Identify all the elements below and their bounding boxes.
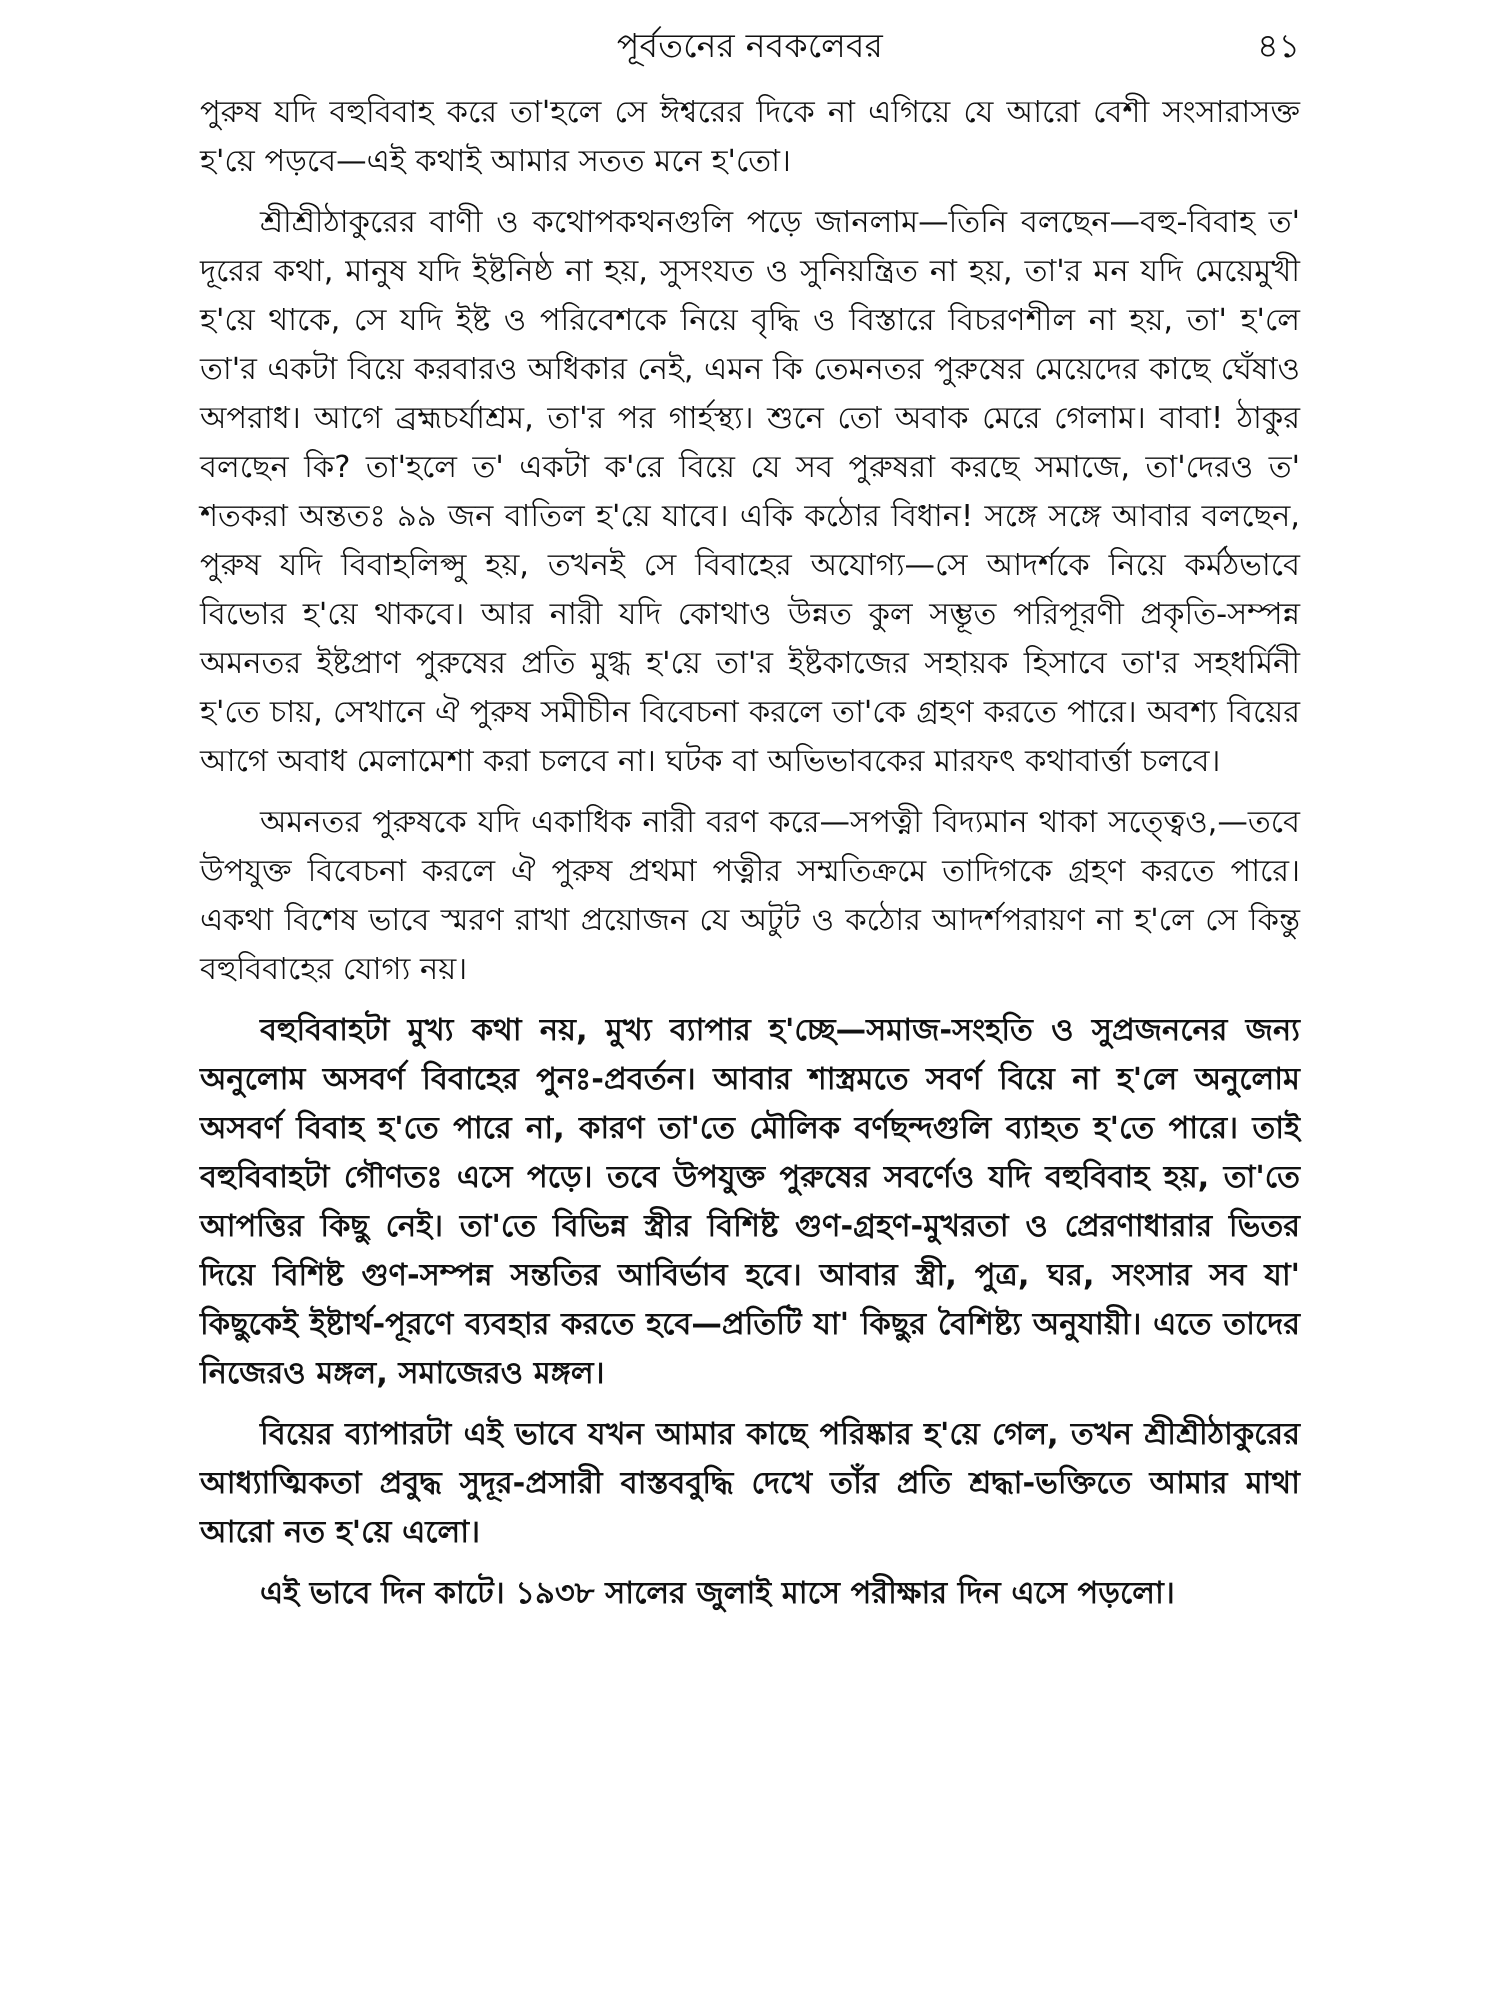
running-title: পূর্বতনের নবকলেবর bbox=[616, 26, 884, 65]
paragraph-5: বিয়ের ব্যাপারটা এই ভাবে যখন আমার কাছে পরিষ্কার হ'য়ে গেল, তখন শ্রীশ্রীঠাকুরের আধ্যাত্মিকতা প্রবুদ্ধ সুদূর-প্রসারী বাস্তববুদ্ধি দেখে তাঁর প্রতি শ্রদ্ধা-ভক্তিতে আমার মাথা আরো নত হ'য়ে এলো। bbox=[200, 1417, 1300, 1550]
paragraph-3: অমনতর পুরুষকে যদি একাধিক নারী বরণ করে—সপত্নী বিদ্যমান থাকা সত্ত্বেও,—তবে উপযুক্ত বিবেচনা করলে ঐ পুরুষ প্রথমা পত্নীর সম্মতিক্রমে তাদিগকে গ্রহণ করতে পারে। একথা বিশেষ ভাবে স্মরণ রাখা প্রয়োজন যে অটুট ও কঠোর আদর্শপরায়ণ না হ'লে সে কিন্তু বহুবিবাহের যোগ্য নয়। bbox=[200, 805, 1300, 987]
body-text bbox=[200, 88, 1300, 1630]
page-number: ৪১ bbox=[1257, 26, 1300, 65]
paragraph-4: বহুবিবাহটা মুখ্য কথা নয়, মুখ্য ব্যাপার হ'চ্ছে—সমাজ-সংহতি ও সুপ্রজননের জন্য অনুলোম অসবর্ণ বিবাহের পুনঃ-প্রবর্তন। আবার শাস্ত্রমতে সবর্ণ বিয়ে না হ'লে অনুলোম অসবর্ণ বিবাহ হ'তে পারে না, কারণ তা'তে মৌলিক বর্ণছন্দগুলি ব্যাহত হ'তে পারে। তাই বহুবিবাহটা গৌণতঃ এসে পড়ে। তবে উপযুক্ত পুরুষের সবর্ণেও যদি বহুবিবাহ হয়, তা'তে আপত্তির কিছু নেই। তা'তে বিভিন্ন স্ত্রীর বিশিষ্ট গুণ-গ্রহণ-মুখরতা ও প্রেরণাধারার ভিতর দিয়ে বিশিষ্ট গুণ-সম্পন্ন সন্ততির আবির্ভাব হবে। আবার স্ত্রী, পুত্র, ঘর, সংসার সব যা' কিছুকেই ইষ্টার্থ-পূরণে ব্যবহার করতে হবে—প্রতিটি যা' কিছুর বৈশিষ্ট্য অনুযায়ী। এতে তাদের নিজেরও মঙ্গল, সমাজেরও মঙ্গল। bbox=[200, 1013, 1300, 1391]
running-head bbox=[200, 18, 1300, 74]
paragraph-2: শ্রীশ্রীঠাকুরের বাণী ও কথোপকথনগুলি পড়ে জানলাম—তিনি বলছেন—বহু-বিবাহ ত' দূরের কথা, মানুষ যদি ইষ্টনিষ্ঠ না হয়, সুসংযত ও সুনিয়ন্ত্রিত না হয়, তা'র মন যদি মেয়েমুখী হ'য়ে থাকে, সে যদি ইষ্ট ও পরিবেশকে নিয়ে বৃদ্ধি ও বিস্তারে বিচরণশীল না হয়, তা' হ'লে তা'র একটা বিয়ে করবারও অধিকার নেই, এমন কি তেমনতর পুরুষের মেয়েদের কাছে ঘেঁষাও অপরাধ। আগে ব্রহ্মচর্যাশ্রম, তা'র পর গার্হস্থ্য। শুনে তো অবাক মেরে গেলাম। বাবা! ঠাকুর বলছেন কি? তা'হলে ত' একটা ক'রে বিয়ে যে সব পুরুষরা করছে সমাজে, তা'দেরও ত' শতকরা অন্ততঃ ৯৯ জন বাতিল হ'য়ে যাবে। একি কঠোর বিধান! সঙ্গে সঙ্গে আবার বলছেন, পুরুষ যদি বিবাহলিপ্সু হয়, তখনই সে বিবাহের অযোগ্য—সে আদর্শকে নিয়ে কর্মঠভাবে বিভোর হ'য়ে থাকবে। আর নারী যদি কোথাও উন্নত কুল সম্ভূত পরিপূরণী প্রকৃতি-সম্পন্ন অমনতর ইষ্টপ্রাণ পুরুষের প্রতি মুগ্ধ হ'য়ে তা'র ইষ্টকাজের সহায়ক হিসাবে তা'র সহধর্মিনী হ'তে চায়, সেখানে ঐ পুরুষ সমীচীন বিবেচনা করলে তা'কে গ্রহণ করতে পারে। অবশ্য বিয়ের আগে অবাধ মেলামেশা করা চলবে না। ঘটক বা অভিভাবকের মারফৎ কথাবার্ত্তা চলবে। bbox=[200, 205, 1300, 779]
paragraph-6: এই ভাবে দিন কাটে। ১৯৩৮ সালের জুলাই মাসে পরীক্ষার দিন এসে পড়লো। bbox=[260, 1576, 1175, 1611]
paragraph-1: পুরুষ যদি বহুবিবাহ করে তা'হলে সে ঈশ্বরের দিকে না এগিয়ে যে আরো বেশী সংসারাসক্ত হ'য়ে পড়বে—এই কথাই আমার সতত মনে হ'তো। bbox=[200, 95, 1300, 179]
